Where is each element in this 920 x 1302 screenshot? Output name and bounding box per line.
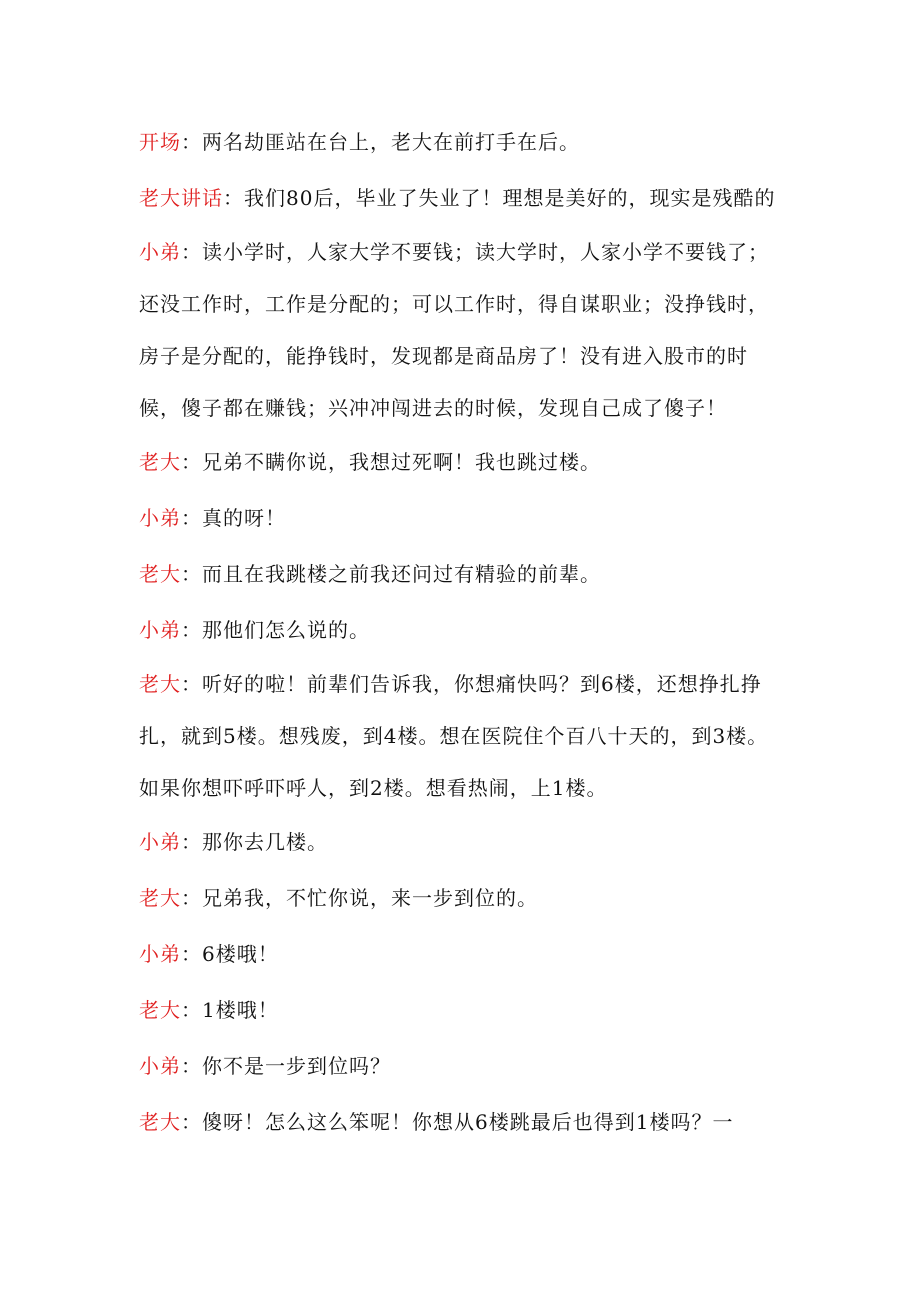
paragraph <box>139 926 789 982</box>
paragraph-text: 两名劫匪站在台上，老大在前打手在后。 <box>202 130 580 154</box>
speaker-label: 小弟 <box>139 830 181 854</box>
paragraph-text: 1楼哦！ <box>202 998 279 1022</box>
speaker-label: 老大 <box>139 450 181 474</box>
speaker-separator: ： <box>223 186 244 210</box>
speaker-separator: ： <box>181 998 202 1022</box>
speaker-separator: ： <box>181 672 202 696</box>
speaker-separator: ： <box>181 450 202 474</box>
paragraph <box>139 434 789 490</box>
speaker-separator: ： <box>181 1054 202 1078</box>
paragraph-text: 我们80后，毕业了失业了！理想是美好的，现实是残酷的 <box>244 186 776 210</box>
paragraph <box>139 114 789 170</box>
speaker-separator: ： <box>181 886 202 910</box>
speaker-separator: ： <box>181 130 202 154</box>
paragraph <box>139 1038 789 1094</box>
speaker-label: 小弟 <box>139 618 181 642</box>
speaker-separator: ： <box>181 506 202 530</box>
paragraph-text: 听好的啦！前辈们告诉我，你想痛快吗？到6楼，还想挣扎挣扎，就到5楼。想残废，到4楼。想在医院住个百八十天的，到3楼。如果你想吓呼吓呼人，到2楼。想看热闹，上1楼。 <box>139 672 769 800</box>
paragraph <box>139 870 789 926</box>
paragraph-text: 6楼哦！ <box>202 942 279 966</box>
paragraph-text: 那他们怎么说的。 <box>202 618 370 642</box>
speaker-label: 老大 <box>139 672 181 696</box>
paragraph <box>139 226 789 434</box>
speaker-separator: ： <box>181 1110 202 1134</box>
paragraph-text: 那你去几楼。 <box>202 830 328 854</box>
paragraph-text: 而且在我跳楼之前我还问过有精验的前辈。 <box>202 562 601 586</box>
paragraph-text: 傻呀！怎么这么笨呢！你想从6楼跳最后也得到1楼吗？一 <box>202 1110 734 1134</box>
speaker-separator: ： <box>181 942 202 966</box>
speaker-separator: ： <box>181 562 202 586</box>
speaker-label: 老大 <box>139 1110 181 1134</box>
paragraph-text: 读小学时，人家大学不要钱；读大学时，人家小学不要钱了；还没工作时，工作是分配的；可以工作时，得自谋职业；没挣钱时，房子是分配的，能挣钱时，发现都是商品房了！没有进入股市的时候，傻子都在赚钱；兴冲冲闯进去的时候，发现自己成了傻子！ <box>139 240 769 420</box>
speaker-label: 小弟 <box>139 506 181 530</box>
speaker-separator: ： <box>181 240 202 264</box>
paragraph <box>139 982 789 1038</box>
speaker-label: 老大 <box>139 562 181 586</box>
paragraph-text: 兄弟不瞒你说，我想过死啊！我也跳过楼。 <box>202 450 601 474</box>
speaker-label: 老大 <box>139 998 181 1022</box>
speaker-label: 小弟 <box>139 942 181 966</box>
paragraph <box>139 546 789 602</box>
speaker-label: 开场 <box>139 130 181 154</box>
paragraph <box>139 814 789 870</box>
script-body <box>139 114 789 1150</box>
speaker-label: 小弟 <box>139 1054 181 1078</box>
speaker-label: 老大讲话 <box>139 186 223 210</box>
paragraph-text: 你不是一步到位吗？ <box>202 1054 391 1078</box>
paragraph <box>139 658 789 814</box>
speaker-separator: ： <box>181 830 202 854</box>
paragraph-text: 兄弟我，不忙你说，来一步到位的。 <box>202 886 538 910</box>
speaker-label: 小弟 <box>139 240 181 264</box>
paragraph <box>139 490 789 546</box>
paragraph <box>139 170 789 226</box>
speaker-label: 老大 <box>139 886 181 910</box>
speaker-separator: ： <box>181 618 202 642</box>
paragraph <box>139 1094 789 1150</box>
paragraph-text: 真的呀！ <box>202 506 286 530</box>
paragraph <box>139 602 789 658</box>
